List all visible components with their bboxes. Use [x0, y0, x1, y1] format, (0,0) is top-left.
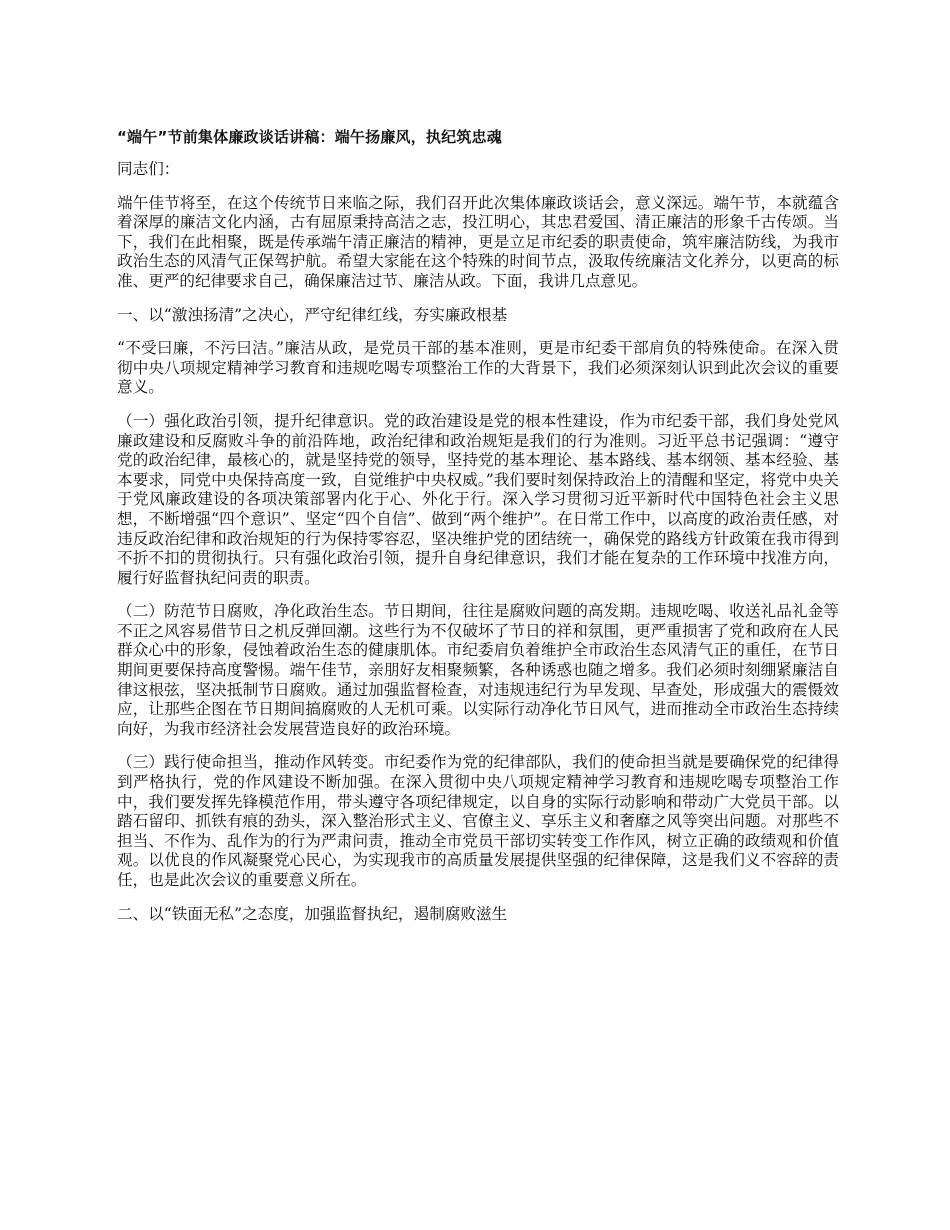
point-3-paragraph: （三）践行使命担当，推动作风转变。市纪委作为党的纪律部队，我们的使命担当就是要确保党的纪律得到严格执行，党的作风建设不断加强。在深入贯彻中央八项规定精神学习教育和违规吃喝专项整治工作中，我们要发挥先锋模范作用，带头遵守各项纪律规定，以自身的实际行动影响和带动广大党员干部。以踏石留印、抓铁有痕的劲头，深入整治形式主义、官僚主义、享乐主义和奢靡之风等突出问题。对那些不担当、不作为、乱作为的行为严肃问责，推动全市党员干部切实转变工作作风，树立正确的政绩观和价值观。以优良的作风凝聚党心民心，为实现我市的高质量发展提供坚强的纪律保障，这是我们义不容辞的责任，也是此次会议的重要意义所在。	[117, 753, 839, 889]
point-2-paragraph: （二）防范节日腐败，净化政治生态。节日期间，往往是腐败问题的高发期。违规吃喝、收送礼品礼金等不正之风容易借节日之机反弹回潮。这些行为不仅破坏了节日的祥和氛围，更严重损害了党和政府在人民群众心中的形象，侵蚀着政治生态的健康肌体。市纪委肩负着维护全市政治生态风清气正的重任，在节日期间更要保持高度警惕。端午佳节，亲朋好友相聚频繁，各种诱惑也随之增多。我们必须时刻绷紧廉洁自律这根弦，坚决抵制节日腐败。通过加强监督检查，对违规违纪行为早发现、早查处，形成强大的震慑效应，让那些企图在节日期间搞腐败的人无机可乘。以实际行动净化节日风气，进而推动全市政治生态持续向好，为我市经济社会发展营造良好的政治环境。	[117, 602, 839, 738]
salutation: 同志们：	[117, 160, 180, 178]
document-page	[117, 127, 839, 938]
intro-paragraph: 端午佳节将至，在这个传统节日来临之际，我们召开此次集体廉政谈话会，意义深远。端午节，本就蕴含着深厚的廉洁文化内涵，古有屈原秉持高洁之志，投江明心，其忠君爱国、清正廉洁的形象千古传颂。当下，我们在此相聚，既是传承端午清正廉洁的精神，更是立足市纪委的职责使命，筑牢廉洁防线，为我市政治生态的风清气正保驾护航。希望大家能在这个特殊的时间节点，汲取传统廉洁文化养分，以更高的标准、更严的纪律要求自己，确保廉洁过节、廉洁从政。下面，我讲几点意见。	[117, 193, 839, 290]
document-title: “端午”节前集体廉政谈话讲稿：端午扬廉风，执纪筑忠魂	[117, 128, 502, 146]
section-1-heading: 一、以“激浊扬清”之决心，严守纪律红线，夯实廉政根基	[117, 305, 508, 324]
point-1-paragraph: （一）强化政治引领，提升纪律意识。党的政治建设是党的根本性建设，作为市纪委干部，我们身处党风廉政建设和反腐败斗争的前沿阵地，政治纪律和政治规矩是我们的行为准则。习近平总书记强调：“遵守党的政治纪律，最核心的，就是坚持党的领导，坚持党的基本理论、基本路线、基本纲领、基本经验、基本要求，同党中央保持高度一致，自觉维护中央权威。”我们要时刻保持政治上的清醒和坚定，将党中央关于党风廉政建设的各项决策部署内化于心、外化于行。深入学习贯彻习近平新时代中国特色社会主义思想，不断增强“四个意识”、坚定“四个自信”、做到“两个维护”。在日常工作中，以高度的政治责任感，对违反政治纪律和政治规矩的行为保持零容忍，坚决维护党的团结统一，确保党的路线方针政策在我市得到不折不扣的贯彻执行。只有强化政治引领，提升自身纪律意识，我们才能在复杂的工作环境中找准方向，履行好监督执纪问责的职责。	[117, 411, 839, 587]
section-2-heading: 二、以“铁面无私”之态度，加强监督执纪，遏制腐败滋生	[117, 904, 508, 923]
section-1-intro-paragraph: “不受曰廉，不污曰洁。”廉洁从政，是党员干部的基本准则，更是市纪委干部肩负的特殊使命。在深入贯彻中央八项规定精神学习教育和违规吃喝专项整治工作的大背景下，我们必须深刻认识到此次会议的重要意义。	[117, 339, 839, 397]
